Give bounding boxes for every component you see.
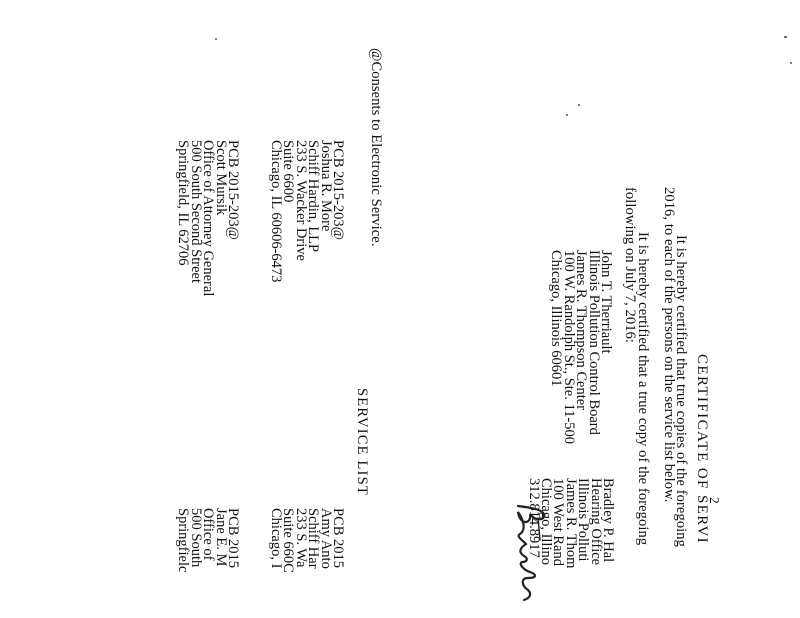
hearing-officer-line: Chicago, Illino	[537, 478, 554, 565]
service-list-entry	[177, 508, 239, 572]
board-address-line: 100 W. Randolph St., Ste. 11-500	[560, 250, 577, 445]
board-address-block	[550, 250, 612, 444]
hearing-officer-line: Hearing Office	[587, 478, 604, 566]
board-address-line: James R. Thompson Center	[573, 250, 590, 411]
service-list-line: Scott Mursik	[212, 140, 229, 216]
hearing-officer-line: Bradley P. Hal	[600, 478, 616, 563]
service-list-entry	[267, 508, 346, 573]
service-list-entry	[177, 140, 239, 296]
hearing-officer-line: Illinois Polluti	[575, 478, 592, 562]
service-list-line: 500 South	[187, 508, 204, 568]
paragraph2-line2: following on July 7, 2016:	[622, 187, 638, 344]
board-address-line: Chicago, Illinois 60601	[548, 250, 565, 387]
service-list-line: Office of	[200, 508, 217, 561]
service-list-line: Amy Anto	[317, 508, 334, 569]
paragraph1-line2: 2016, to each of the persons on the service list below.	[661, 187, 677, 503]
scan-speck	[578, 104, 580, 106]
consent-note: @Consents to Electronic Service.	[368, 48, 384, 247]
service-list-line: Chicago, I	[267, 508, 284, 569]
service-list-line: Suite 660C	[280, 508, 297, 573]
service-list-line: Office of Attorney General	[200, 140, 217, 297]
paragraph2-line1: It is hereby certified that a true copy of the foregoing	[635, 232, 651, 546]
service-list-line: PCB 2015-203@	[225, 140, 241, 240]
hearing-officer-line: 100 West Rand	[550, 478, 567, 566]
service-list-line: PCB 2015	[225, 508, 241, 569]
scan-speck	[790, 62, 792, 64]
certificate-title: CERTIFICATE OF SERVI	[694, 354, 710, 545]
service-list-heading: SERVICE LIST	[354, 388, 370, 496]
hearing-officer-line: 312.814.8917	[525, 478, 542, 558]
service-list-line: Springfielc	[175, 508, 192, 573]
scan-speck	[215, 38, 217, 40]
service-list-line: Schiff Hardin, LLP	[305, 140, 322, 253]
service-list-line: Jane E. M	[212, 508, 229, 567]
service-list-line: Joshua R. More	[317, 140, 334, 232]
service-list-line: Chicago, IL 60606-6473	[267, 140, 284, 283]
board-address-line: Illinois Pollution Control Board	[585, 250, 602, 435]
service-list-line: 500 South Second Street	[187, 140, 204, 283]
service-list-line: Springfield, IL 62706	[175, 140, 192, 266]
paragraph1-line1: It is hereby certified that true copies of the foregoing	[673, 235, 689, 547]
board-address-line: John T. Therriault	[598, 250, 614, 354]
service-list-entry	[267, 140, 346, 283]
service-list-line: Suite 6600	[280, 140, 297, 203]
scan-speck	[566, 114, 568, 116]
service-list-line: 233 S. Wacker Drive	[292, 140, 309, 261]
scan-speck	[784, 36, 787, 38]
service-list-line: 233 S. Wa	[292, 508, 309, 568]
service-list-line: PCB 2015-203@	[330, 140, 346, 240]
hearing-officer-line: James R. Thom	[562, 478, 579, 569]
signature-image	[512, 500, 548, 618]
service-list-line: Schiff Har	[305, 508, 322, 569]
page-number: 2	[707, 497, 722, 504]
service-list-line: PCB 2015	[330, 508, 346, 569]
